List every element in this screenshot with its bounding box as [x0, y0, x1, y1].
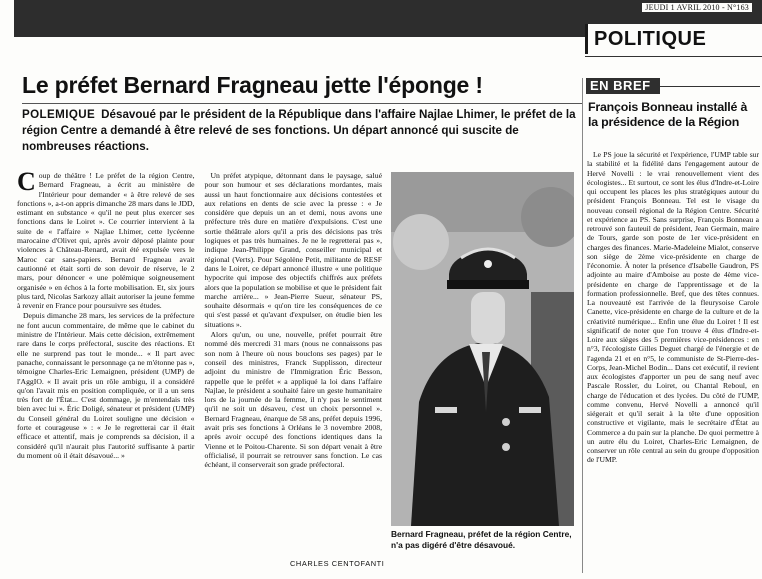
column-divider	[582, 78, 583, 573]
article-body	[17, 171, 385, 571]
headline-rule	[22, 103, 582, 104]
en-bref-label: EN BREF	[586, 78, 660, 94]
sidebar-paragraph: Le PS joue la sécurité et l'expérience, l'UMP table sur la stabilité et la fidélité dans l'engagement autour de Hervé Novelli : le vrai renouvellement vient des écologistes... Et surtout, ce sont les élus d'Indre-et-Loire qui occupent les places les plus stratégiques autour du président François Bonneau. Tel est le visage du nouveau conseil régional de la Région Centre. Sécurité et expérience au PS. Sans surprise, François Bonneau a retrouvé son fauteuil de président, Jean Germain, maire de Tours, garde son poste de 1er vice-président en charges des finances. Marie-Madeleine Mialot, conserve son siège de 2ème vice-présidente en charge de l'économie. À noter la présence d'Isabelle Gaudron, PS adjointe au maire d'Amboise au poste de 4ème vice-présidente en charge de l'apprentissage et de la formation professionnelle. Bref, que des têtes connues. La nouveauté est l'arrivée de la fleurysoise Carole Canette, vice-présidente en charge de la culture et de la créativité numérique... Enfin une élue du Loiret ! Il est significatif de noter que l'on trouve 4 élus d'Indre-et-Loire aux sièges des 5 premières vice-présidences : en n°3, l'écologiste Gilles Deguet chargé de l'énergie et de l'agenda 21 et en n°5, le communiste de St-Pierre-des-Corps, Jean-Michel Bodin... Dans cet exécutif, il revient aux écologistes d'apporter un peu de sang neuf avec Pascale Rossler, du Loiret, ou Chantal Reboul, en charge de l'éducation et des lycées. Du côté de l'UMP, comme convenu, Hervé Novelli a annoncé qu'il siégerait et qu'il serait à la tête d'une opposition constructive et vigilante, mais le secrétaire d'État au Commerce a du pain sur la planche. De quoi permettre à un autre élu du Loiret, Charles-Eric Lemaignen, de conserver un rôle central au sein du groupe d'opposition de l'UMP.	[587, 150, 759, 465]
article-photo	[391, 172, 574, 526]
section-header	[585, 24, 762, 54]
article-paragraph	[17, 171, 195, 310]
article-paragraph: Un préfet atypique, détonnant dans le paysage, salué pour son humour et ses déclarations mordantes, mais aussi un haut fonctionnaire aux décisions contestées et aux relations en dents de scie avec la presse : « Je considère que depuis un an et demi, nous avons une préfecture très dure en matière d'expulsions. C'est une sortie théâtrale alors qu'il a pris des décisions pas très logiques et pas très humaines. Je ne le regretterai pas », indique Jean-Philippe Grand, conseiller municipal et régional (Verts). Pour Ségolène Petit, militante de RESF dans le Loiret, ce départ annoncé illustre « une politique hypocrite qui impose des objectifs chiffrés aux préfets alors que la population se mobilise et que le président fait marche arrière... » Jean-Pierre Sueur, sénateur PS, souhaite désormais « qu'on tire les conséquences de ce qui s'est passé et qu'avant d'expulser, on étudie bien les situations ».	[204, 171, 382, 329]
section-rule	[585, 56, 762, 57]
dateline: JEUDI 1 AVRIL 2010 - N°163	[642, 3, 752, 12]
en-bref-rule	[660, 86, 760, 87]
article-paragraph: Depuis dimanche 28 mars, les services de la préfecture ne font aucun commentaire, de même que le cabinet du ministre de l'Intérieur. Mais cette décision, extrêmement rare dans le corps préfectoral, suscite des réactions. Et elle ne surprend pas tout le monde... « Il part avec panache, connaissant le personnage ça ne m'étonne pas », témoigne Charles-Eric Lemaignen, président (UMP) de l'AggIO. « Il avait pris un rôle ambigu, il a considéré qu'on l'avait mis en position compliquée, or il a un sens très fort de l'État... C'est dommage, je m'entendais très bien avec lui ». Éric Doligé, sénateur et président (UMP) du Conseil général du Loiret souligne une décision « forte et courageuse » : « Je le regretterai car il était efficace et attentif, mais je comprends sa décision, il a considéré qu'il n'aurait plus l'autorité suffisante à partir du moment où il était désavoué... »	[17, 311, 195, 460]
article-paragraph: Alors qu'un, ou une, nouvelle, préfet pourrait être nommé dès mercredi 31 mars (nous ne connaissons pas son nom à l'heure où nous bouclons ses pages) par le conseil des ministres, Franck Supplisson, directeur adjoint du ministre de l'Immigration Éric Besson, rappelle que le préfet « a appliqué la loi dans l'affaire Najlae, le président a souhaité faire un geste humanitaire lors de la journée de la femme, il n'y pas le sentiment qu'il ne soit un désaveu, c'est un choix personnel ». Bernard Fragneau, énarque de 58 ans, préfet depuis 1996, avait pris ses fonctions à Orléans le 3 novembre 2008, après avoir occupé des fonctions identiques dans la Vienne et le Poitou-Charente. Si son départ venait à être officialisé, il pourrait se retrouver sans fonction. Le cas échéant, il conserverait son grade préfectoral.	[204, 330, 382, 470]
sidebar-title: François Bonneau installé à la présidence de la Région	[588, 100, 748, 129]
drop-cap: C	[17, 171, 36, 196]
article-standfirst	[22, 107, 588, 155]
section-title: POLITIQUE	[594, 28, 707, 50]
byline: CHARLES CENTOFANTI	[290, 559, 385, 568]
paragraph-text: oup de théâtre ! Le préfet de la région Centre, Bernard Fragneau, a écrit au ministère de l'Intérieur pour demander « à être relevé de ses fonctions », a-t-on appris dimanche 28 mars dans le JDD, estimant en substance « qu'il ne peut plus exercer ses fonctions dans le Loiret ». Ce courrier intervient à la suite de « l'affaire » Najlae Lhimer, cette lycéenne marocaine d'Olivet qui, après avoir déposé plainte pour violences à Château-Renard, avait été expulsée vers le Maroc car sans-papiers. Bernard Fragneau avait cautionné et était sorti de son devoir de réserve, le 2 mars, pour dénoncer « une polémique soigneusement organisée » en échos à la forte mobilisation. Et, six jours plus tard, Nicolas Sarkozy allait autoriser la jeune femme à revenir en France pour poursuivre ses études.	[17, 171, 195, 311]
sidebar-body	[587, 150, 759, 575]
kicker: POLEMIQUE	[22, 108, 96, 121]
photo-caption: Bernard Fragneau, préfet de la région Centre, n'a pas digéré d'être désavoué.	[391, 529, 572, 550]
headline: Le préfet Bernard Fragneau jette l'éponge !	[22, 72, 483, 98]
standfirst-text: Désavoué par le président de la République dans l'affaire Najlae Lhimer, le préfet de la région Centre a demandé à être relevé de ses fonctions. Un départ annoncé qui suscite de nombreuses réactions.	[22, 108, 576, 153]
photo-prefect-in-uniform	[391, 172, 574, 526]
